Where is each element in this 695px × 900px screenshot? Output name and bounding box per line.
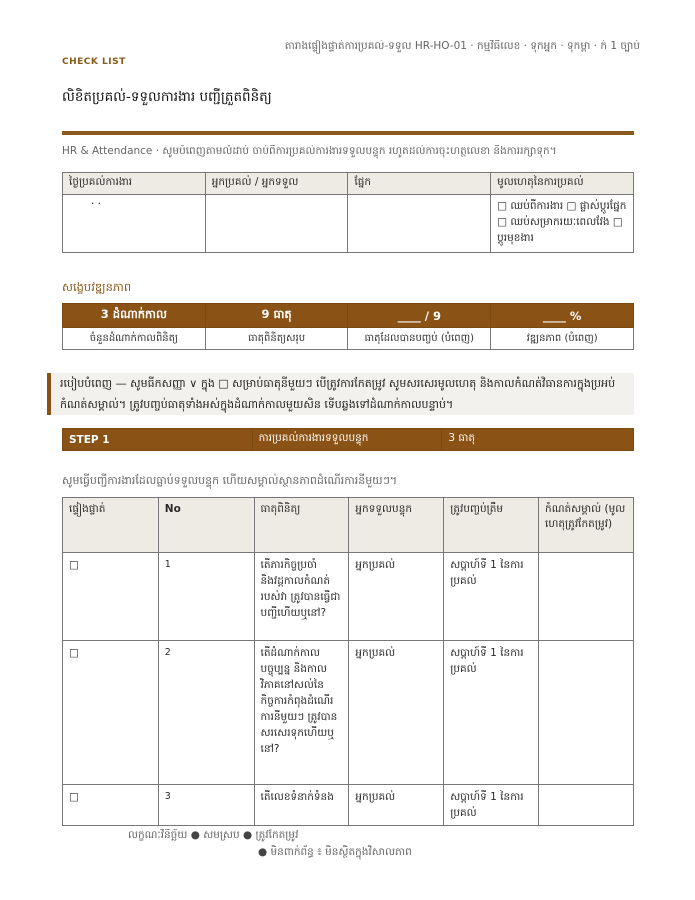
table-row — [63, 785, 634, 826]
completed-count-caption: ធាតុដែលបានបញ្ចប់ (បំពេញ) — [348, 328, 491, 350]
row-due: សប្តាហ៍ទី 1 នៃការប្រគល់ — [444, 641, 539, 785]
step-title: ការប្រគល់ការងារទទួលបន្ទុក — [252, 429, 442, 451]
reason-options[interactable]: □ ឈប់ពីការងារ □ ផ្លាស់ប្តូរផ្នែក □ ឈប់សម្រាករយៈពេលវែង □ ប្តូរមុខងារ — [491, 195, 634, 253]
step-label: STEP 1 — [63, 429, 253, 451]
bullet-icon: ● — [190, 829, 204, 841]
progress-percent-field[interactable]: ____ % — [491, 304, 634, 328]
legend-label: លក្ខណៈវិនិច្ឆ័យ — [128, 829, 188, 841]
completed-count-field[interactable]: ____ / 9 — [348, 304, 491, 328]
verify-header: ផ្ទៀងផ្ទាត់ — [63, 498, 159, 553]
table-row — [63, 641, 634, 785]
row-item: តើដំណាក់កាលបច្ចុប្បន្ន និងកាលវិភាគនៅសល់នៃកិច្ចការកំពុងដំណើរការនីមួយៗ ត្រូវបានសរសេរទុកហើយឬនៅ? — [254, 641, 349, 785]
department-field[interactable] — [348, 195, 491, 253]
legend-fix: ត្រូវកែតម្រូវ — [255, 829, 299, 841]
summary-heading: សង្ខេបវឌ្ឍនភាព — [62, 280, 132, 294]
stage-count: 3 ដំណាក់កាល — [63, 304, 206, 328]
title-divider — [62, 131, 634, 135]
due-header: ត្រូវបញ្ចប់ត្រឹម — [444, 498, 539, 553]
legend-ok: សមស្រប — [203, 829, 240, 841]
legend-na: មិនពាក់ព័ន្ធ ៖ មិនស្ថិតក្នុងវិសាលភាព — [270, 846, 412, 858]
date-field[interactable] — [63, 195, 206, 253]
table-row — [63, 553, 634, 641]
row-remark[interactable] — [539, 785, 634, 826]
row-number: 3 — [158, 785, 254, 826]
number-header: No — [158, 498, 254, 553]
parties-header: អ្នកប្រគល់ / អ្នកទទួល — [205, 173, 348, 195]
document-meta: តារាងផ្ទៀងផ្ទាត់ការប្រគល់-ទទួល HR-HO-01 · កម្មវិធីលេខ · ទុកអ្នក · ទុកម្ពា · ក់ 1 ច្បាប់ — [284, 40, 640, 52]
item-header: ធាតុពិនិត្យ — [254, 498, 349, 553]
row-item: តើភារកិច្ចប្រចាំ និងវដ្តកាលកំណត់របស់វា ត្រូវបានធ្វើជាបញ្ជីហើយឬនៅ? — [254, 553, 349, 641]
item-count: 9 ធាតុ — [205, 304, 348, 328]
row-number: 2 — [158, 641, 254, 785]
progress-percent-caption: វឌ្ឍនភាព (បំពេញ) — [491, 328, 634, 350]
row-remark[interactable] — [539, 641, 634, 785]
reason-header: មូលហេតុនៃការប្រគល់ — [491, 173, 634, 195]
date-field-value: · · — [91, 198, 102, 210]
task-checklist-table — [62, 497, 634, 826]
step-item-count: 3 ធាតុ — [442, 429, 634, 451]
footer-legend — [128, 829, 568, 844]
handover-info-table — [62, 172, 634, 253]
stage-count-caption: ចំនួនដំណាក់កាលពិនិត្យ — [63, 328, 206, 350]
row-due: សប្តាហ៍ទី 1 នៃការប្រគល់ — [444, 785, 539, 826]
parties-field[interactable] — [205, 195, 348, 253]
row-checkbox[interactable]: □ — [63, 641, 159, 785]
row-owner: អ្នកប្រគល់ — [349, 785, 444, 826]
bullet-icon: ● — [243, 829, 256, 841]
row-due: សប្តាហ៍ទី 1 នៃការប្រគល់ — [444, 553, 539, 641]
instruction-callout: របៀបបំពេញ — សូមធីកសញ្ញា ∨ ក្នុង □ សម្រាប់ធាតុនីមួយៗ បើត្រូវការកែតម្រូវ សូមសរសេរមូលហេតុ និងកាលកំណត់វិធានការក្នុងប្រអប់កំណត់សម្គាល់។ ត្រូវបញ្ចប់ធាតុទាំងអស់ក្នុងដំណាក់កាលមួយសិន ទើបឆ្លងទៅដំណាក់កាលបន្ទាប់។ — [47, 373, 634, 415]
bullet-icon: ● — [258, 846, 271, 858]
progress-summary-table — [62, 303, 634, 350]
owner-header: អ្នកទទួលបន្ទុក — [349, 498, 444, 553]
department-header: ផ្នែក — [348, 173, 491, 195]
row-remark[interactable] — [539, 553, 634, 641]
page-subtitle: HR & Attendance · សូមបំពេញតាមលំដាប់ ចាប់ពីការប្រគល់ការងារទទួលបន្ទុក រហូតដល់ការចុះហត្ថលេខា និងការរក្សាទុក។ — [62, 145, 557, 157]
page-title: លិខិតប្រគល់-ទទួលការងារ បញ្ជីត្រួតពិនិត្យ — [62, 89, 272, 105]
row-checkbox[interactable]: □ — [63, 785, 159, 826]
step-note: សូមធ្វើបញ្ជីការងារដែលធ្លាប់ទទួលបន្ទុក ហើយសម្គាល់ស្ថានភាពដំណើរការនីមួយៗ។ — [62, 474, 398, 487]
footer-legend-na — [258, 846, 412, 861]
row-item: តើលេខទំនាក់ទំនង — [254, 785, 349, 826]
row-number: 1 — [158, 553, 254, 641]
checklist-tag: CHECK LIST — [62, 57, 126, 67]
row-owner: អ្នកប្រគល់ — [349, 553, 444, 641]
row-checkbox[interactable]: □ — [63, 553, 159, 641]
row-owner: អ្នកប្រគល់ — [349, 641, 444, 785]
step-1-bar — [62, 428, 634, 451]
date-header: ថ្ងៃប្រគល់ការងារ — [63, 173, 206, 195]
item-count-caption: ធាតុពិនិត្យសរុប — [205, 328, 348, 350]
remark-header: កំណត់សម្គាល់ (មូលហេតុត្រូវកែតម្រូវ) — [539, 498, 634, 553]
